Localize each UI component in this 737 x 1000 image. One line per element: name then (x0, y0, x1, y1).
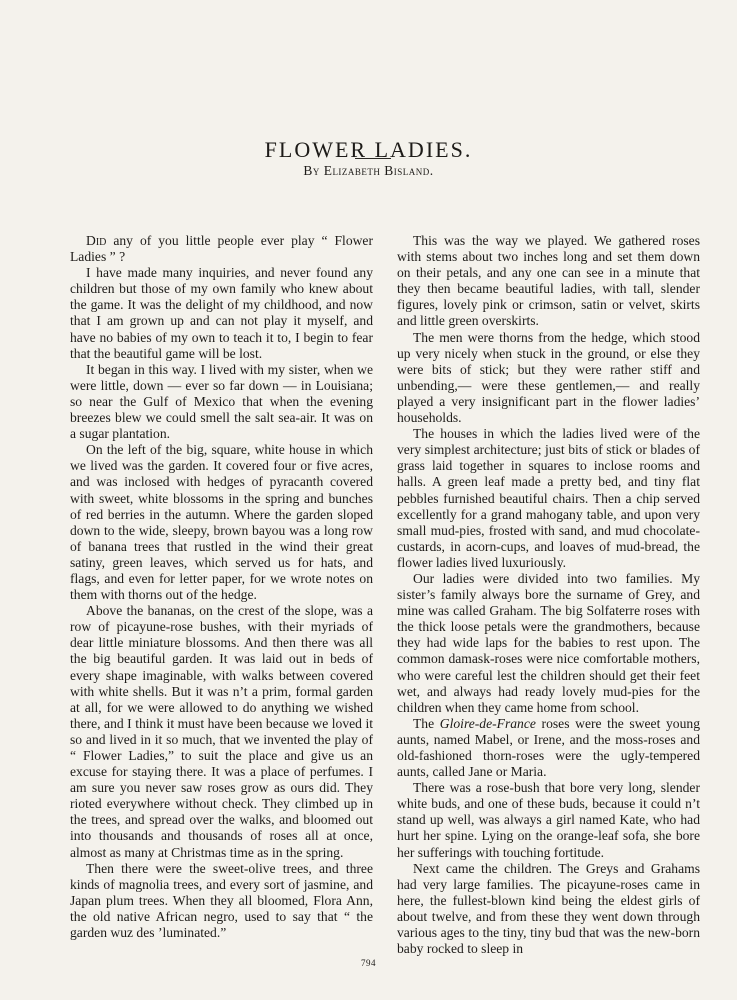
paragraph-8: The men were thorns from the hedge, which stood up very nicely when stuck in the ground, or else they were bits of stick; but they were rather stiff and unbending,— were these gentlemen,— and really played a very insignificant part in the flower ladies’ households. (397, 329, 700, 426)
article-title: FLOWER LADIES. (264, 136, 473, 162)
paragraph-5: Above the bananas, on the crest of the slope, was a row of picayune-rose bushes, with their myriads of dear little miniature blossoms. And then there was all the big beautiful garden. It was laid out in beds of every shape imaginable, with walks between covered with white shells. But it was n’t a prim, formal garden at all, for we were allowed to do anything we wished there, and I think it must have been because we loved it so and lived in it so much, that we invented the play of “ Flower Ladies,” to suit the place and give us an excuse for staying there. It was a place of perfumes. I am sure you never saw roses grow as ours did. They rioted everywhere without check. They climbed up in the trees, and spread over the walks, and bloomed out into thousands and thousands of roses all at once, almost as many at Christmas time as in the spring. (70, 603, 373, 860)
page-number: 794 (361, 958, 376, 968)
paragraph-3: It began in this way. I lived with my sister, when we were little, down — ever so far down — in Louisiana; so near the Gulf of Mexico that when the evening breezes blew we could smell the salt sea-air. It was on a sugar plantation. (70, 361, 373, 442)
paragraph-10: Our ladies were divided into two families. My sister’s family always bore the surname of Grey, and mine was called Graham. The big Solfaterre roses with the thick loose petals were the grandmothers, because they had wide laps for the babies to rest upon. The common damask-roses were nice comfortable mothers, who were careful lest the children should get their feet wet, and always had ready lovely mud-pies for the children when they came home from school. (397, 570, 700, 715)
paragraph-12: There was a rose-bush that bore very long, slender white buds, and one of these buds, because it could n’t stand up well, was always a girl named Kate, who had hurt her spine. Lying on the orange-leaf sofa, she bore her sufferings with touching fortitude. (397, 780, 700, 860)
paragraph-2: I have made many inquiries, and never found any children but those of my own family who knew about the game. It was the delight of my childhood, and now that I am grown up and can not play it myself, and have no babies of my own to teach it to, I begin to fear that the beautiful game will be lost. (70, 265, 373, 361)
right-column (397, 233, 700, 957)
opening-word: Did (86, 233, 107, 248)
rose-variety-name: Gloire-de-France (439, 715, 536, 731)
left-column (70, 233, 373, 941)
paragraph-7: This was the way we played. We gathered roses with stems about two inches long and set them down on their petals, and any one can see in a minute that they then became beautiful ladies, with tall, slender figures, lovely pink or crimson, satin or velvet, skirts and little green overskirts. (397, 233, 700, 329)
paragraph-9: The houses in which the ladies lived were of the very simplest architecture; just bits of stick or blades of grass laid together in squares to inclose rooms and halls. A green leaf made a pretty bed, and tiny flat pebbles furnished beautiful chairs. Then a chip served excellently for a grand mahogany table, and upon very small mud-pies, frosted with sand, and mud chocolate-custards, in acorn-cups, and loaves of mud-bread, the flower ladies lived luxuriously. (397, 426, 700, 570)
paragraph-6: Then there were the sweet-olive trees, and three kinds of magnolia trees, and every sort of jasmine, and Japan plum trees. When they all bloomed, Flora Ann, the old native African negro, used to say that “ the garden wuz des ’luminated.” (70, 860, 373, 941)
paragraph-1: Did any of you little people ever play “ Flower Ladies ” ? (70, 233, 373, 265)
paragraph-4: On the left of the big, square, white house in which we lived was the garden. It covered four or five acres, and was inclosed with hedges of pyracanth covered with sweet, white blossoms in the spring and bunches of red berries in the autumn. Where the garden sloped down to the wide, sleepy, brown bayou was a long row of banana trees that rustled in the wind their great satiny, green leaves, which served us for hats, and flags, and even for letter paper, for we wrote notes on them with thorns out of the hedge. (70, 442, 373, 603)
paragraph-11: The Gloire-de-France roses were the sweet young aunts, named Mabel, or Irene, and the moss-roses and old-fashioned thorn-roses were the ugly-tempered aunts, called Jane or Maria. (397, 715, 700, 780)
article-byline: By Elizabeth Bisland. (303, 163, 434, 178)
title-rule (355, 158, 391, 159)
paragraph-13: Next came the children. The Greys and Grahams had very large families. The picayune-roses came in here, the fullest-blown kind being the eldest girls of about twelve, and from these they went down through various ages to the tiny, tiny bud that was the new-born baby rocked to sleep in (397, 860, 700, 957)
